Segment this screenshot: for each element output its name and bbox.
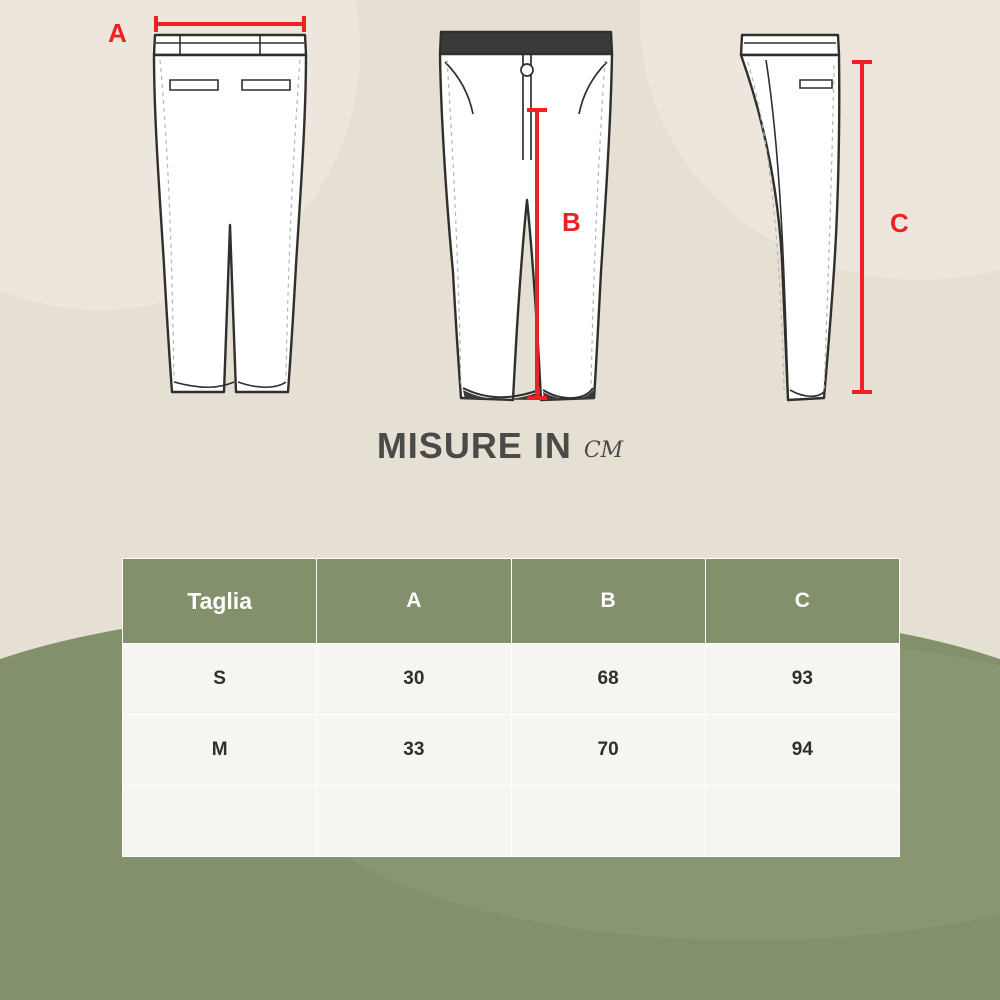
trousers-illustrations: [0, 0, 1000, 420]
marker-label-a: A: [108, 18, 127, 48]
cell-b: 68: [511, 644, 705, 715]
table-row-empty: [123, 786, 900, 857]
cell-c: 94: [705, 715, 899, 786]
table-header-a: A: [317, 559, 511, 644]
cell-c: [705, 786, 899, 857]
cell-a: 30: [317, 644, 511, 715]
trousers-front-view-icon: [415, 10, 635, 410]
cell-a: [317, 786, 511, 857]
cell-size: M: [123, 715, 317, 786]
cell-c: 93: [705, 644, 899, 715]
table-header-b: B: [511, 559, 705, 644]
marker-label-c: C: [890, 208, 909, 238]
chart-title-unit: cm: [583, 427, 624, 465]
table-header-row: [123, 559, 900, 644]
cell-b: [511, 786, 705, 857]
cell-b: 70: [511, 715, 705, 786]
size-table-head: [123, 559, 900, 644]
cell-size: S: [123, 644, 317, 715]
table-row: [123, 715, 900, 786]
trousers-side-view-icon: [730, 10, 910, 410]
size-table-wrapper: [122, 558, 900, 857]
cell-a: 33: [317, 715, 511, 786]
chart-title-main: MISURE IN: [376, 425, 572, 466]
table-header-taglia: Taglia: [123, 559, 317, 644]
cell-size: [123, 786, 317, 857]
table-row: [123, 644, 900, 715]
chart-title: [0, 425, 1000, 467]
size-table: [122, 558, 900, 857]
trousers-back-view-icon: [110, 10, 330, 410]
marker-label-b: B: [562, 207, 581, 237]
size-table-body: [123, 644, 900, 857]
table-header-c: C: [705, 559, 899, 644]
